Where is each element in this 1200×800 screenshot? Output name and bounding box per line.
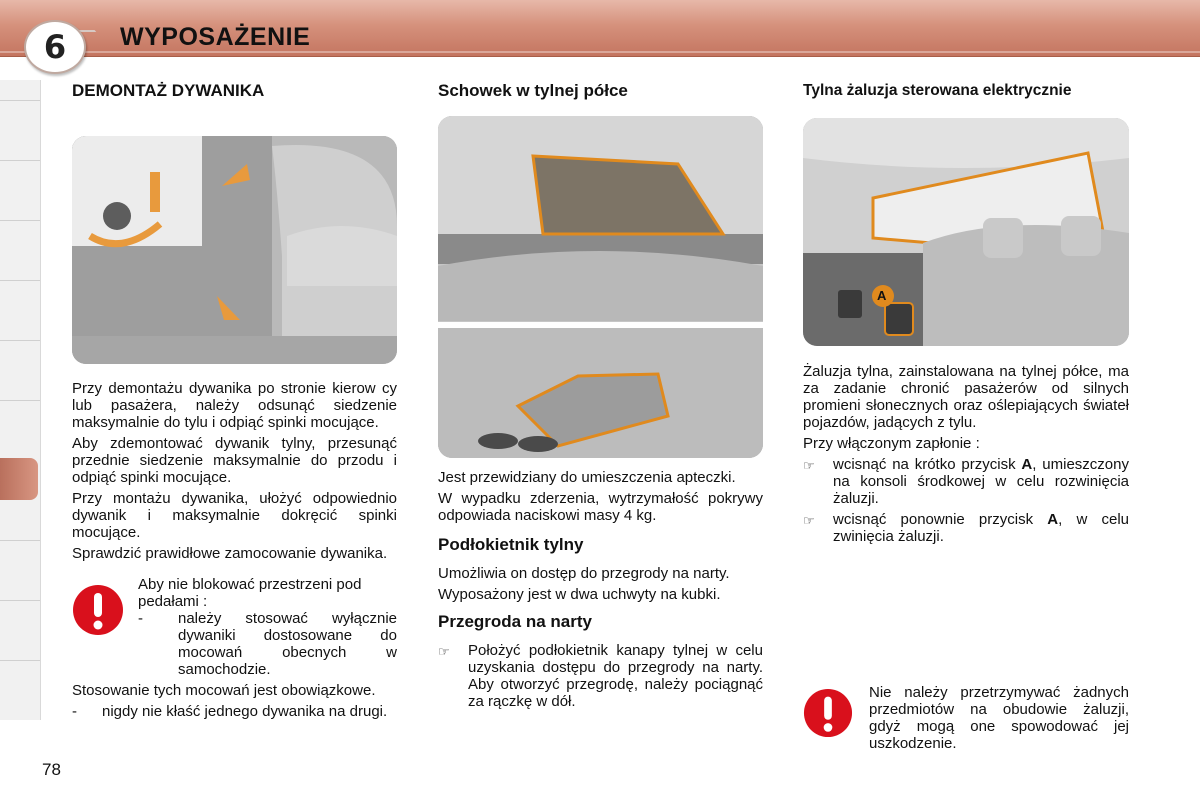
floor-mat-photo <box>72 136 397 364</box>
button-a-key: A <box>1021 456 1033 473</box>
bullet-1-text-end: , umieszczony na konsoli środkowej w celu rozwinięcia żaluzji. <box>833 456 1129 507</box>
rear-shelf-paragraph-2: W wypadku zderzenia, wytrzymałość pokrywy odpowiada naciskowi masy 4 kg. <box>438 490 763 524</box>
armrest-paragraph-2: Wyposażony jest w dwa uchwyty na kubki. <box>438 586 721 603</box>
rear-shelf-heading: Schowek w tylnej półce <box>438 81 628 100</box>
floor-mat-paragraph-4: Sprawdzić prawidłowe zamocowanie dywanika. <box>72 545 388 562</box>
warning-icon <box>803 684 869 742</box>
section-rear-blind <box>803 82 1129 545</box>
rear-blind-heading: Tylna żaluzja sterowana elektrycznie <box>803 82 1072 99</box>
armrest-paragraph-1: Umożliwia on dostęp do przegrody na narty. <box>438 565 730 582</box>
console-button <box>838 290 862 318</box>
floor-mat-dash-item <box>72 703 397 720</box>
armrest-heading: Podłokietnik tylny <box>438 535 584 554</box>
floor-mat-warning <box>72 576 397 678</box>
dash-marker: - <box>72 703 77 720</box>
seat-cushion-shape <box>287 226 397 286</box>
rear-blind-illustration <box>803 118 1129 346</box>
warning-item-text: należy stosować wyłącznie dywaniki dostosowane do mocowań obecnych w samochodzie. <box>178 610 397 678</box>
dash-marker: - <box>138 610 143 627</box>
rear-shelf-paragraph-1: Jest przewidziany do umieszczenia apteczki. <box>438 469 736 486</box>
rear-blind-paragraph-2: Przy włączonym zapłonie : <box>803 435 980 452</box>
ski-flap-bullet <box>438 642 763 710</box>
cup-holder-right <box>518 436 558 452</box>
cup-holder-left <box>478 433 518 449</box>
rear-blind-bullet-1 <box>803 456 1129 507</box>
headrest-right <box>1061 216 1101 256</box>
bullet-1-text-start: wcisnąć na krótko przycisk <box>833 456 1022 473</box>
chapter-number-badge: 6 <box>24 20 86 74</box>
side-tab-divider <box>0 280 40 281</box>
photo-divider <box>438 322 763 328</box>
floor-edge <box>72 336 397 364</box>
side-tab-divider <box>0 100 40 101</box>
floor-mat-illustration <box>72 136 397 364</box>
rear-blind-warning <box>803 684 1129 752</box>
side-tab-divider <box>0 220 40 221</box>
warning-icon <box>72 576 138 640</box>
warning-dash-item <box>138 610 397 678</box>
floor-mat-paragraph-2: Aby zdemontować dywanik tylny, przesunąć przednie siedzenie maksymalnie do przodu i odpiąć spinki mocujące. <box>72 435 397 486</box>
side-tab-divider <box>0 540 40 541</box>
rear-blind-bullet-1-text <box>833 456 1129 507</box>
chapter-side-tabs <box>0 80 41 720</box>
dash-item-text: nigdy nie kłaść jednego dywanika na drugi. <box>102 703 388 720</box>
rear-shelf-illustration <box>438 116 763 458</box>
ski-flap-bullet-text: Położyć podłokietnik kanapy tylnej w celu uzyskania dostępu do przegrody na narty. Aby otworzyć przegrodę, należy pociągnąć za rączkę w dół. <box>468 642 763 710</box>
side-tab-divider <box>0 160 40 161</box>
rear-seat-back-shape <box>438 251 763 321</box>
clip-knob <box>103 202 131 230</box>
warning-content <box>138 576 397 678</box>
side-tab-divider <box>0 340 40 341</box>
side-tab-divider <box>0 600 40 601</box>
bullet-2-text-end: , w celu zwinięcia żaluzji. <box>833 511 1129 545</box>
rear-blind-warning-text: Nie należy przetrzymywać żadnych przedmiotów na obudowie żaluzji, gdyż mogą one spowodować jej uszkodzenie. <box>869 684 1129 752</box>
rear-shelf-photo <box>438 116 763 458</box>
warning-intro: Aby nie blokować przestrzeni pod pedałami : <box>138 576 362 610</box>
section-rear-shelf <box>438 82 763 710</box>
exclamation-circle-icon <box>803 688 853 738</box>
headrest-left <box>983 218 1023 258</box>
pointing-hand-icon: ☞ <box>803 458 815 473</box>
lift-arrow-icon <box>150 172 160 212</box>
side-tab-divider <box>0 660 40 661</box>
pointing-hand-icon: ☞ <box>438 644 450 659</box>
section-floor-mat <box>72 82 397 720</box>
ski-flap-heading: Przegroda na narty <box>438 612 592 631</box>
side-tab-active-chapter <box>0 458 38 500</box>
floor-mat-heading: DEMONTAŻ DYWANIKA <box>72 81 265 100</box>
bullet-2-text-start: wcisnąć ponownie przycisk <box>833 511 1048 528</box>
page-number: 78 <box>42 760 61 779</box>
instruction-inset <box>72 136 202 246</box>
chapter-title: WYPOSAŻENIE <box>120 23 311 51</box>
floor-mat-paragraph-1: Przy demontażu dywanika po stronie kierow cy lub pasażera, należy odsunąć siedzenie maksymalnie do tylu i odpiąć spinki mocujące. <box>72 380 397 431</box>
rear-blind-paragraph-1: Żaluzja tylna, zainstalowana na tylnej półce, ma za zadanie chronić pasażerów od silnych promieni słonecznych oraz oślepiających świateł pojazdów, jadących z tylu. <box>803 363 1129 431</box>
button-a-key: A <box>1047 511 1059 528</box>
side-tab-divider <box>0 400 40 401</box>
rear-blind-bullet-2 <box>803 511 1129 545</box>
blind-button-a <box>885 303 913 335</box>
floor-mat-paragraph-3: Przy montażu dywanika, ułożyć odpowiednio dywanik i maksymalnie dokręcić spinki mocujące. <box>72 490 397 541</box>
rear-blind-bullet-2-text <box>833 511 1129 545</box>
exclamation-circle-icon <box>72 584 124 636</box>
rear-blind-photo <box>803 118 1129 346</box>
pointing-hand-icon: ☞ <box>803 513 815 528</box>
floor-mat-paragraph-5: Stosowanie tych mocowań jest obowiązkowe. <box>72 682 376 699</box>
photo-label-a: A <box>877 288 887 303</box>
